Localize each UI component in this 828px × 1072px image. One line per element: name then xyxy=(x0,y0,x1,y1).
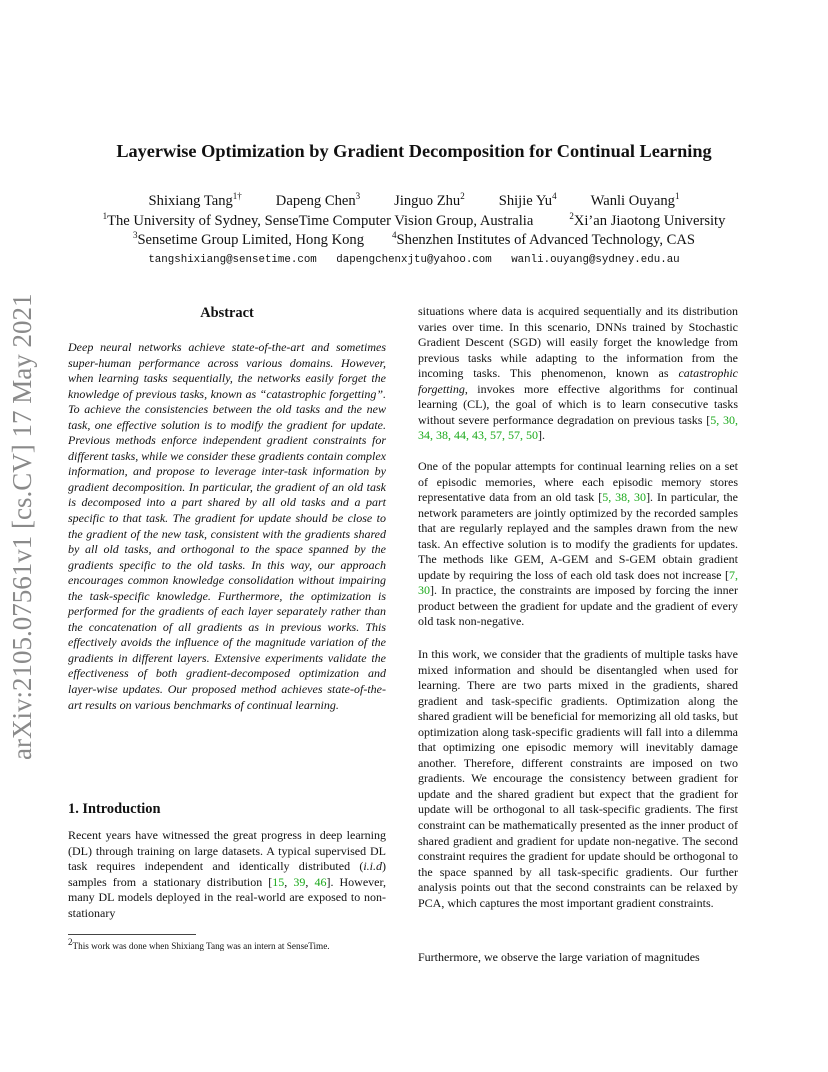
text-run: Recent years have witnessed the great progress in deep learning (DL) through training on large datasets. A typical supervised DL task requires independent and identically distributed ( xyxy=(68,828,386,874)
section-heading-introduction: 1. Introduction xyxy=(68,801,161,817)
author-sup: 1† xyxy=(232,191,242,202)
abstract-heading: Abstract xyxy=(200,305,254,321)
email: tangshixiang@sensetime.com xyxy=(148,254,317,266)
abstract-text: Deep neural networks achieve state-of-the-art and sometimes super-human performance across various domains. However, when learning tasks sequentially, the networks easily forget the knowledge of previous tasks, known as “catastrophic forgetting”. To achieve the consistencies between the old tasks and the new task, one effective solution is to modify the gradient for update. Previous methods enforce independent gradient constraints for different tasks, while we consider these gradients contain complex information, and propose to leverage inter-task information by gradient decomposition. In particular, the gradient of an old task is decomposed into a part shared by all old tasks and a part specific to that task. The gradient for update should be close to the gradient of the new task, consistent with the gradients shared by all old tasks, and orthogonal to the space spanned by the gradients specific to the old tasks. In this way, our approach encourages common knowledge consolidation without impairing the task-specific knowledge. Furthermore, the optimization is performed for the gradients of each layer separately rather than the concatenation of all gradients as in previous works. This effectively avoids the influence of the magnitude variation of the gradients in different layers. Extensive experiments validate the effectiveness of both gradient-decomposed optimization and layer-wise updates. Our proposed method achieves state-of-the-art results on various benchmarks of continual learning. xyxy=(68,340,386,712)
author-name: Shijie Yu xyxy=(498,193,553,209)
footnote xyxy=(68,936,386,953)
text-run: ]. In particular, the network parameters are jointly optimized by the recorded samples that are regularly replayed and the samples drawn from the new task. An effective solution is to modify the gradients for updates. The methods like GEM, A-GEM and S-GEM obtain gradient update by requiring the loss of each old task does not increase [ xyxy=(418,490,739,582)
affil-sup: 4 xyxy=(392,230,397,241)
affiliation: The University of Sydney, SenseTime Computer Vision Group, Australia xyxy=(107,213,534,229)
affil-sup: 1 xyxy=(102,211,108,222)
author-sup: 1 xyxy=(674,191,680,202)
affiliation: Xi’an Jiaotong University xyxy=(573,213,726,229)
author-sup: 4 xyxy=(552,191,557,202)
author-name: Jinguo Zhu xyxy=(394,193,461,209)
author-name: Shixiang Tang xyxy=(148,193,233,209)
text-run: catastrophic forgetting xyxy=(418,366,738,396)
author-sup: 2 xyxy=(460,191,465,202)
right-paragraph-4: Furthermore, we observe the large variation of magnitudes xyxy=(418,950,700,964)
affil-sup: 3 xyxy=(132,230,138,241)
author-name: Wanli Ouyang xyxy=(590,193,675,209)
citation-link[interactable]: 15 xyxy=(272,874,285,889)
affiliation: Sensetime Group Limited, Hong Kong xyxy=(137,232,365,248)
citation-link[interactable]: 46 xyxy=(314,874,327,889)
email-list xyxy=(0,254,828,266)
text-run: situations where data is acquired sequentially and its distribution varies over time. In this scenario, DNNs trained by Stochastic Gradient Descent (SGD) will easily forget the knowledge from previous tasks while adapting to the information from the incoming tasks. This phenomenon, known as xyxy=(418,304,738,381)
right-paragraph-2 xyxy=(418,459,738,630)
citation-link[interactable]: 5, 30, 34, 38, 44, 43, 57, 57, 50 xyxy=(418,412,739,443)
text-run: , invokes more effective algorithms for continual learning (CL), the goal of which is to learn consecutive tasks without severe performance degradation on previous tasks [ xyxy=(418,381,738,427)
text-run: ]. However, many DL models deployed in the real-world are exposed to non-stationary xyxy=(68,874,387,920)
intro-paragraph: Recent years have witnessed the great progress in deep learning (DL) through training on large datasets. A typical supervised DL task requires independent and identically distributed (i.i.d) samples from a stationary distribution [15, 39, 46]. However, many DL models deployed in the real-world are exposed to non-stationary xyxy=(68,828,387,920)
footnote-sup: 2 xyxy=(68,936,73,947)
citation-link[interactable]: 5, 38, 30 xyxy=(602,490,647,505)
citation-link[interactable]: 7, 30 xyxy=(418,567,738,598)
author-sup: 3 xyxy=(355,191,361,202)
affiliation: Shenzhen Institutes of Advanced Technology, CAS xyxy=(396,232,696,248)
footnote-text: This work was done when Shixiang Tang was an intern at SenseTime. xyxy=(72,941,330,951)
affil-sup: 2 xyxy=(569,211,574,222)
author-name: Dapeng Chen xyxy=(275,193,356,209)
arxiv-stamp: arXiv:2105.07561v1 [cs.CV] 17 May 2021 xyxy=(7,293,37,760)
affiliation-line-2 xyxy=(0,232,828,249)
text-run: ]. In practice, the constraints are imposed by forcing the inner product between the gradient for update and the gradient of every old task non-negative. xyxy=(418,583,738,629)
right-paragraph-1 xyxy=(418,304,738,444)
citation-link[interactable]: 39 xyxy=(293,874,306,889)
text-run: One of the popular attempts for continual learning relies on a set of episodic memories, where each episodic memory stores representative data from an old task [ xyxy=(418,459,738,505)
right-paragraph-3: In this work, we consider that the gradients of multiple tasks have mixed information and should be disentangled when used for learning. There are two parts mixed in the gradients, shared gradient and task-specific gradients. Optimization along the shared gradient will be beneficial for memorizing all old tasks, but optimization along task-specific gradients will fall into a dilemma that optimizing one episodic memory will inevitably damage another. Therefore, different constraints are imposed on two gradients. We encourage the consistency between gradient for update and the shared gradient but expect that the gradient for update will be orthogonal to all task-specific gradients. The first constraint can be mathematically presented as the inner product of shared gradient and gradient for update non-negative. The second constraint requires the gradient for update should be orthogonal to the space spanned by all task-specific gradients. Our further analysis points out that the second constraints can be relaxed by PCA, which captures the most important gradient constraints. xyxy=(418,647,738,910)
footnote-rule xyxy=(68,934,196,935)
text-run: i.i.d xyxy=(363,859,382,874)
paper-title: Layerwise Optimization by Gradient Decomposition for Continual Learning xyxy=(116,141,712,161)
text-run: ]. xyxy=(538,428,545,443)
affiliation-line-1 xyxy=(0,213,828,230)
text-run: ) samples from a stationary distribution [ xyxy=(68,859,386,889)
email: wanli.ouyang@sydney.edu.au xyxy=(511,254,680,266)
email: dapengchenxjtu@yahoo.com xyxy=(336,254,492,266)
author-list xyxy=(0,193,828,210)
